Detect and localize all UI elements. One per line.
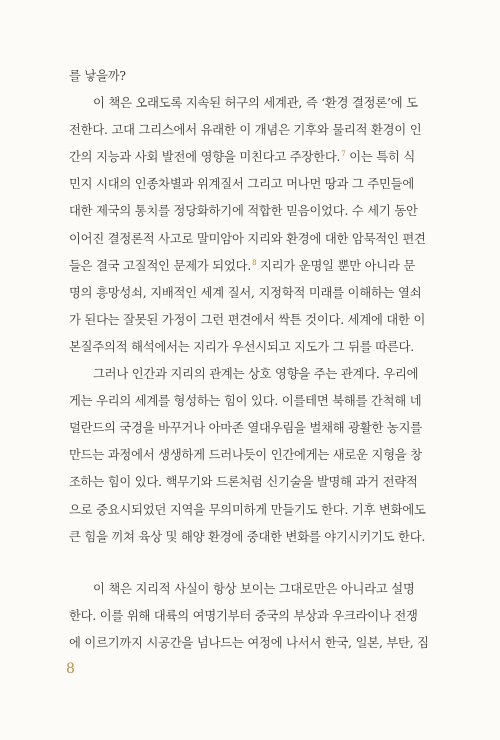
text-line — [69, 630, 429, 657]
line-text: 본질주의적 해석에서는 지리가 우선시되고 지도가 그 뒤를 따른다. — [69, 339, 414, 354]
text-line — [69, 576, 429, 603]
text-line — [69, 144, 429, 171]
line-text: 가 된다는 잘못된 가정이 그런 편견에서 싹튼 것이다. 세계에 대한 이 — [69, 312, 426, 327]
line-text: 그러나 인간과 지리의 관계는 상호 영향을 주는 관계다. 우리에 — [93, 367, 419, 382]
text-line — [69, 497, 429, 524]
footnote-marker[interactable]: 8 — [252, 258, 257, 267]
line-text: 이 책은 오래도록 지속된 허구의 세계관, 즉 ‘환경 결정론’에 도 — [93, 96, 418, 111]
text-line — [69, 117, 429, 144]
text-line — [69, 524, 429, 551]
line-text: 게는 우리의 세계를 형성하는 힘이 있다. 이를테면 북해를 간척해 네 — [69, 394, 422, 409]
text-line — [69, 361, 429, 388]
line-text: 으로 중요시되었던 지역을 무의미하게 만들기도 한다. 기후 변화에도 — [69, 502, 426, 517]
text-line — [69, 226, 429, 253]
text-line — [69, 469, 429, 496]
line-text: 민지 시대의 인종차별과 위계질서 그리고 머나먼 땅과 그 주민들에 — [69, 177, 414, 192]
text-line — [69, 307, 429, 334]
line-text: 이는 특히 식 — [345, 150, 416, 165]
line-text: 전한다. 고대 그리스에서 유래한 이 개념은 기후와 물리적 환경이 인 — [69, 123, 422, 138]
line-text: 덜란드의 국경을 바꾸거나 아마존 열대우림을 벌채해 광활한 농지를 — [69, 421, 422, 436]
text-line — [69, 280, 429, 307]
text-line — [69, 253, 429, 280]
line-text: 들은 결국 고질적인 문제가 되었다. — [69, 258, 252, 273]
text-line — [69, 63, 429, 90]
text-line — [69, 198, 429, 225]
line-text: 간의 지능과 사회 발전에 영향을 미친다고 주장한다. — [69, 150, 341, 165]
text-line — [69, 415, 429, 442]
text-line — [69, 171, 429, 198]
line-text: 명의 흥망성쇠, 지배적인 세계 질서, 지정학적 미래를 이해하는 열쇠 — [69, 285, 422, 300]
line-text: 대한 제국의 통치를 정당화하기에 적합한 믿음이었다. 수 세기 동안 — [69, 204, 418, 219]
line-text: 를 낳을까? — [69, 69, 126, 83]
text-line — [69, 90, 429, 117]
line-text: 지리가 운명일 뿐만 아니라 문 — [256, 258, 416, 273]
text-line — [69, 603, 429, 630]
line-text: 만드는 과정에서 생생하게 드러나듯이 인간에게는 새로운 지형을 창 — [69, 448, 422, 463]
line-text: 에 이르기까지 시공간을 넘나드는 여정에 나서서 한국, 일본, 부탄, 짐 — [69, 635, 429, 650]
line-text: 한다. 이를 위해 대륙의 여명기부터 중국의 부상과 우크라이나 전쟁 — [69, 608, 418, 623]
footnote-marker[interactable]: 7 — [341, 150, 346, 159]
page-number: 8 — [66, 661, 75, 677]
body-text — [69, 63, 429, 657]
line-text: 이어진 결정론적 사고로 말미암아 지리와 환경에 대한 암묵적인 편견 — [69, 231, 426, 246]
text-line — [69, 442, 429, 469]
line-text: 조하는 힘이 있다. 핵무기와 드론처럼 신기술을 발명해 과거 전략적 — [69, 475, 418, 490]
section-break — [69, 551, 429, 576]
text-line — [69, 388, 429, 415]
text-line — [69, 334, 429, 361]
line-text: 이 책은 지리적 사실이 항상 보이는 그대로만은 아니라고 설명 — [93, 581, 415, 596]
line-text: 큰 힘을 끼쳐 육상 및 해양 환경에 중대한 변화를 야기시키기도 한다. — [69, 529, 426, 544]
